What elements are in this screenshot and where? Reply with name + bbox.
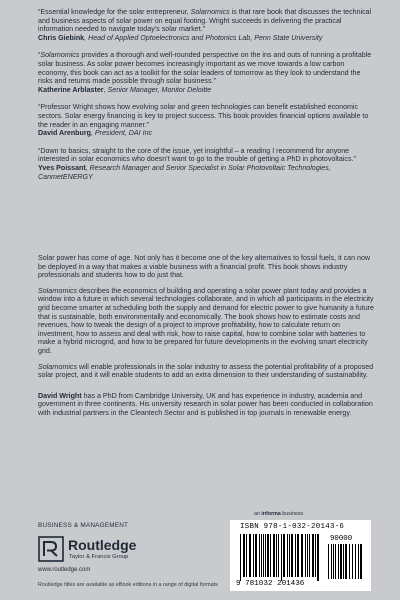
endorsement-2: [38, 51, 374, 94]
routledge-logo-icon: [38, 536, 64, 562]
endorsement-attribution: David Arenburg, President, DAI Inc: [38, 129, 153, 138]
endorsement-text: “Solarnomics provides a thorough and well-rounded perspective on the ins and outs of running a profitable solar business. As solar power becomes increasingly important as we move towards a low carbon economy, this book can act as a toolkit for the solar leaders of tomorrow as they look to understand the risks and returns made possible through solar business.”: [38, 51, 372, 86]
book-description: [38, 254, 374, 418]
endorsement-attribution: Yves Poissant, Research Manager and Senior Specialist in Solar Photovoltaic Technologies, CanmetENERGY: [38, 163, 331, 181]
publisher-group: Taylor & Francis Group: [69, 554, 129, 560]
description-paragraph-2: Solarnomics describes the economics of building and operating a solar power plant today and provides a window into a future in which several technologies collaborate, and in which all participants in the electricity grid become smarter at scheduling both the supply and demand for electric power to give humanity a future that is sustainable, both environmentally and economically. The book shows how to estimate costs and revenues, how to tweak the design of a project to improve profitability, how to calculate return on investment, how to assess and deal with risk, how to raise capital, how to combine solar with batteries to make a hybrid microgrid, and how to be prepared for future developments in the evolving smart electricity grid.: [38, 286, 374, 355]
endorsement-attribution: Chris Giebink, Head of Applied Optoelectronics and Photonics Lab, Penn State University: [38, 33, 323, 42]
endorsement-text: “Essential knowledge for the solar entrepreneur, Solarnomics is that rare book that discusses the technical and business aspects of solar power on equal footing. Wright succeeds in delivering the practical information needed to navigate today’s solar market.”: [38, 8, 372, 34]
barcode-number: 9 781032 201436: [236, 580, 305, 588]
isbn-label: ISBN 978-1-032-20143-6: [240, 523, 345, 531]
description-paragraph-3: Solarnomics will enable professionals in the solar industry to assess the potential profitability of a proposed solar project, and it will enable students to add an extra dimension to their understanding of sustainability.: [38, 362, 374, 380]
endorsement-text: “Professor Wright shows how evolving solar and green technologies can benefit established economic sectors. Solar energy financing is key to project success. This book provides financial options available to the reader in an engaging manner.”: [38, 103, 369, 129]
endorsement-text: “Down to basics, straight to the core of the issue, yet insightful – a reading I recommend for anyone interested in solar economics who doesn’t want to go to the trouble of getting a PhD in photovoltaics.”: [38, 146, 356, 164]
endorsement-3: [38, 103, 374, 137]
publisher-logo: [38, 536, 168, 572]
description-paragraph-1: Solar power has come of age. Not only has it become one of the key alternatives to fossil fuels, it can now be deployed in a way that makes a viable business with a financial profit. This book shows industry professionals and students how to do just that.: [38, 254, 371, 280]
price-code: 90000: [330, 535, 353, 543]
endorsement-4: [38, 147, 374, 181]
endorsement-attribution: Katherine Arblaster, Senior Manager, Monitor Deloitte: [38, 85, 212, 94]
barcode-panel: [230, 520, 371, 591]
publisher-url: www.routledge.com: [38, 567, 91, 573]
endorsements: [38, 8, 374, 190]
informa-tagline: an informa business: [254, 511, 304, 517]
publisher-name: Routledge: [68, 537, 137, 553]
ebook-note: Routledge titles are available as eBook editions in a range of digital formats: [38, 582, 218, 588]
author-bio: David Wright has a PhD from Cambridge University, UK and has experience in industry, academia and government in three continents. His university research in solar power has been conducted in collaboration with industrial partners in the Cleantech Sector and is published in top journals in renewable energy.: [38, 391, 373, 417]
subject-category: BUSINESS & MANAGEMENT: [38, 522, 129, 529]
endorsement-1: [38, 8, 374, 42]
